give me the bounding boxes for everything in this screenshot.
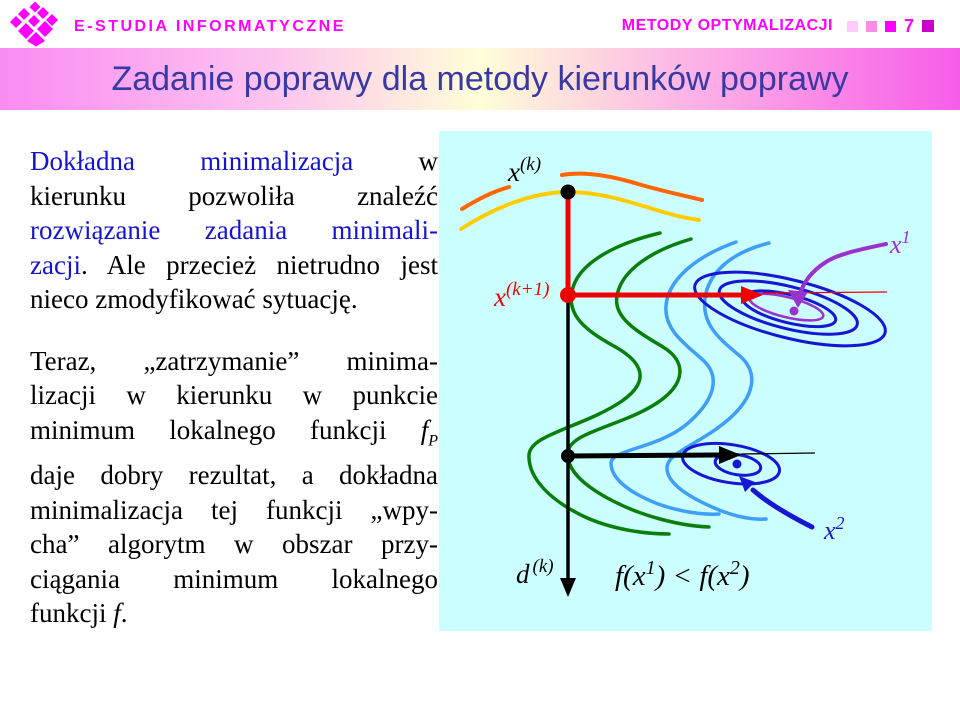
- diagram-panel: [439, 131, 932, 631]
- point-xk: [561, 185, 576, 200]
- text-line: ciągania minimum lokalnego: [30, 563, 438, 594]
- label-x1: $x^1$: [890, 227, 911, 259]
- text-line: rozwiązanie zadania minimali-: [30, 215, 438, 245]
- point-lower: [561, 449, 575, 463]
- page-number: 7: [903, 15, 914, 36]
- label-xk: $x^{(k)}$: [508, 154, 542, 187]
- brand: [8, 1, 346, 47]
- label-inequality: $f(x^1) < f(x^2)$: [615, 557, 750, 592]
- point-x2: [733, 460, 742, 469]
- progress-square-bright: [885, 21, 896, 32]
- text-line: minimalizacja tej funkcji „wpy-: [30, 494, 438, 525]
- logo-icon: [8, 1, 64, 47]
- logo-text: E-STUDIA INFORMATYCZNE: [74, 18, 346, 35]
- progress-square-light: [847, 21, 858, 32]
- progress-square-mid: [866, 21, 877, 32]
- text-line: funkcji f.: [30, 598, 128, 629]
- label-dk: d $^{(k)}$: [516, 556, 554, 589]
- text-line: Teraz, „zatrzymanie” minima-: [30, 345, 438, 376]
- paragraph-2: [30, 344, 438, 631]
- text-line: minimum lokalnego funkcji $f_P$: [30, 414, 438, 449]
- optimization-diagram: [439, 131, 932, 631]
- diagram-background: [439, 131, 932, 631]
- slide-title: Zadanie poprawy dla metody kierunków poprawy: [111, 59, 849, 98]
- title-banner: [0, 48, 960, 110]
- text-line: daje dobry rezultat, a dokładna: [30, 460, 438, 491]
- text-line: kierunku pozwoliła znaleźć: [30, 180, 438, 211]
- label-x2: $x^2$: [824, 513, 845, 545]
- text-line: zacji. Ale przecież nietrudno jest: [30, 249, 438, 280]
- black-step-horizontal: [568, 455, 719, 456]
- course-title: METODY OPTYMALIZACJI: [621, 17, 833, 34]
- text-line: lizacji w kierunku w punkcie: [30, 380, 438, 410]
- point-xk1: [560, 287, 576, 303]
- point-x1: [790, 307, 799, 316]
- text-line: nieco zmodyfikować sytuację.: [30, 284, 358, 314]
- label-xk1: $x^{(k+1)}$: [494, 279, 550, 312]
- header-right: [622, 12, 934, 37]
- body-text: [30, 144, 438, 631]
- text-line: Dokładna minimalizacja w: [30, 146, 438, 176]
- text-line: cha” algorytm w obszar przy-: [30, 529, 438, 560]
- progress-square-dark: [922, 20, 934, 32]
- header-bar: [0, 0, 960, 48]
- paragraph-1: [30, 144, 438, 317]
